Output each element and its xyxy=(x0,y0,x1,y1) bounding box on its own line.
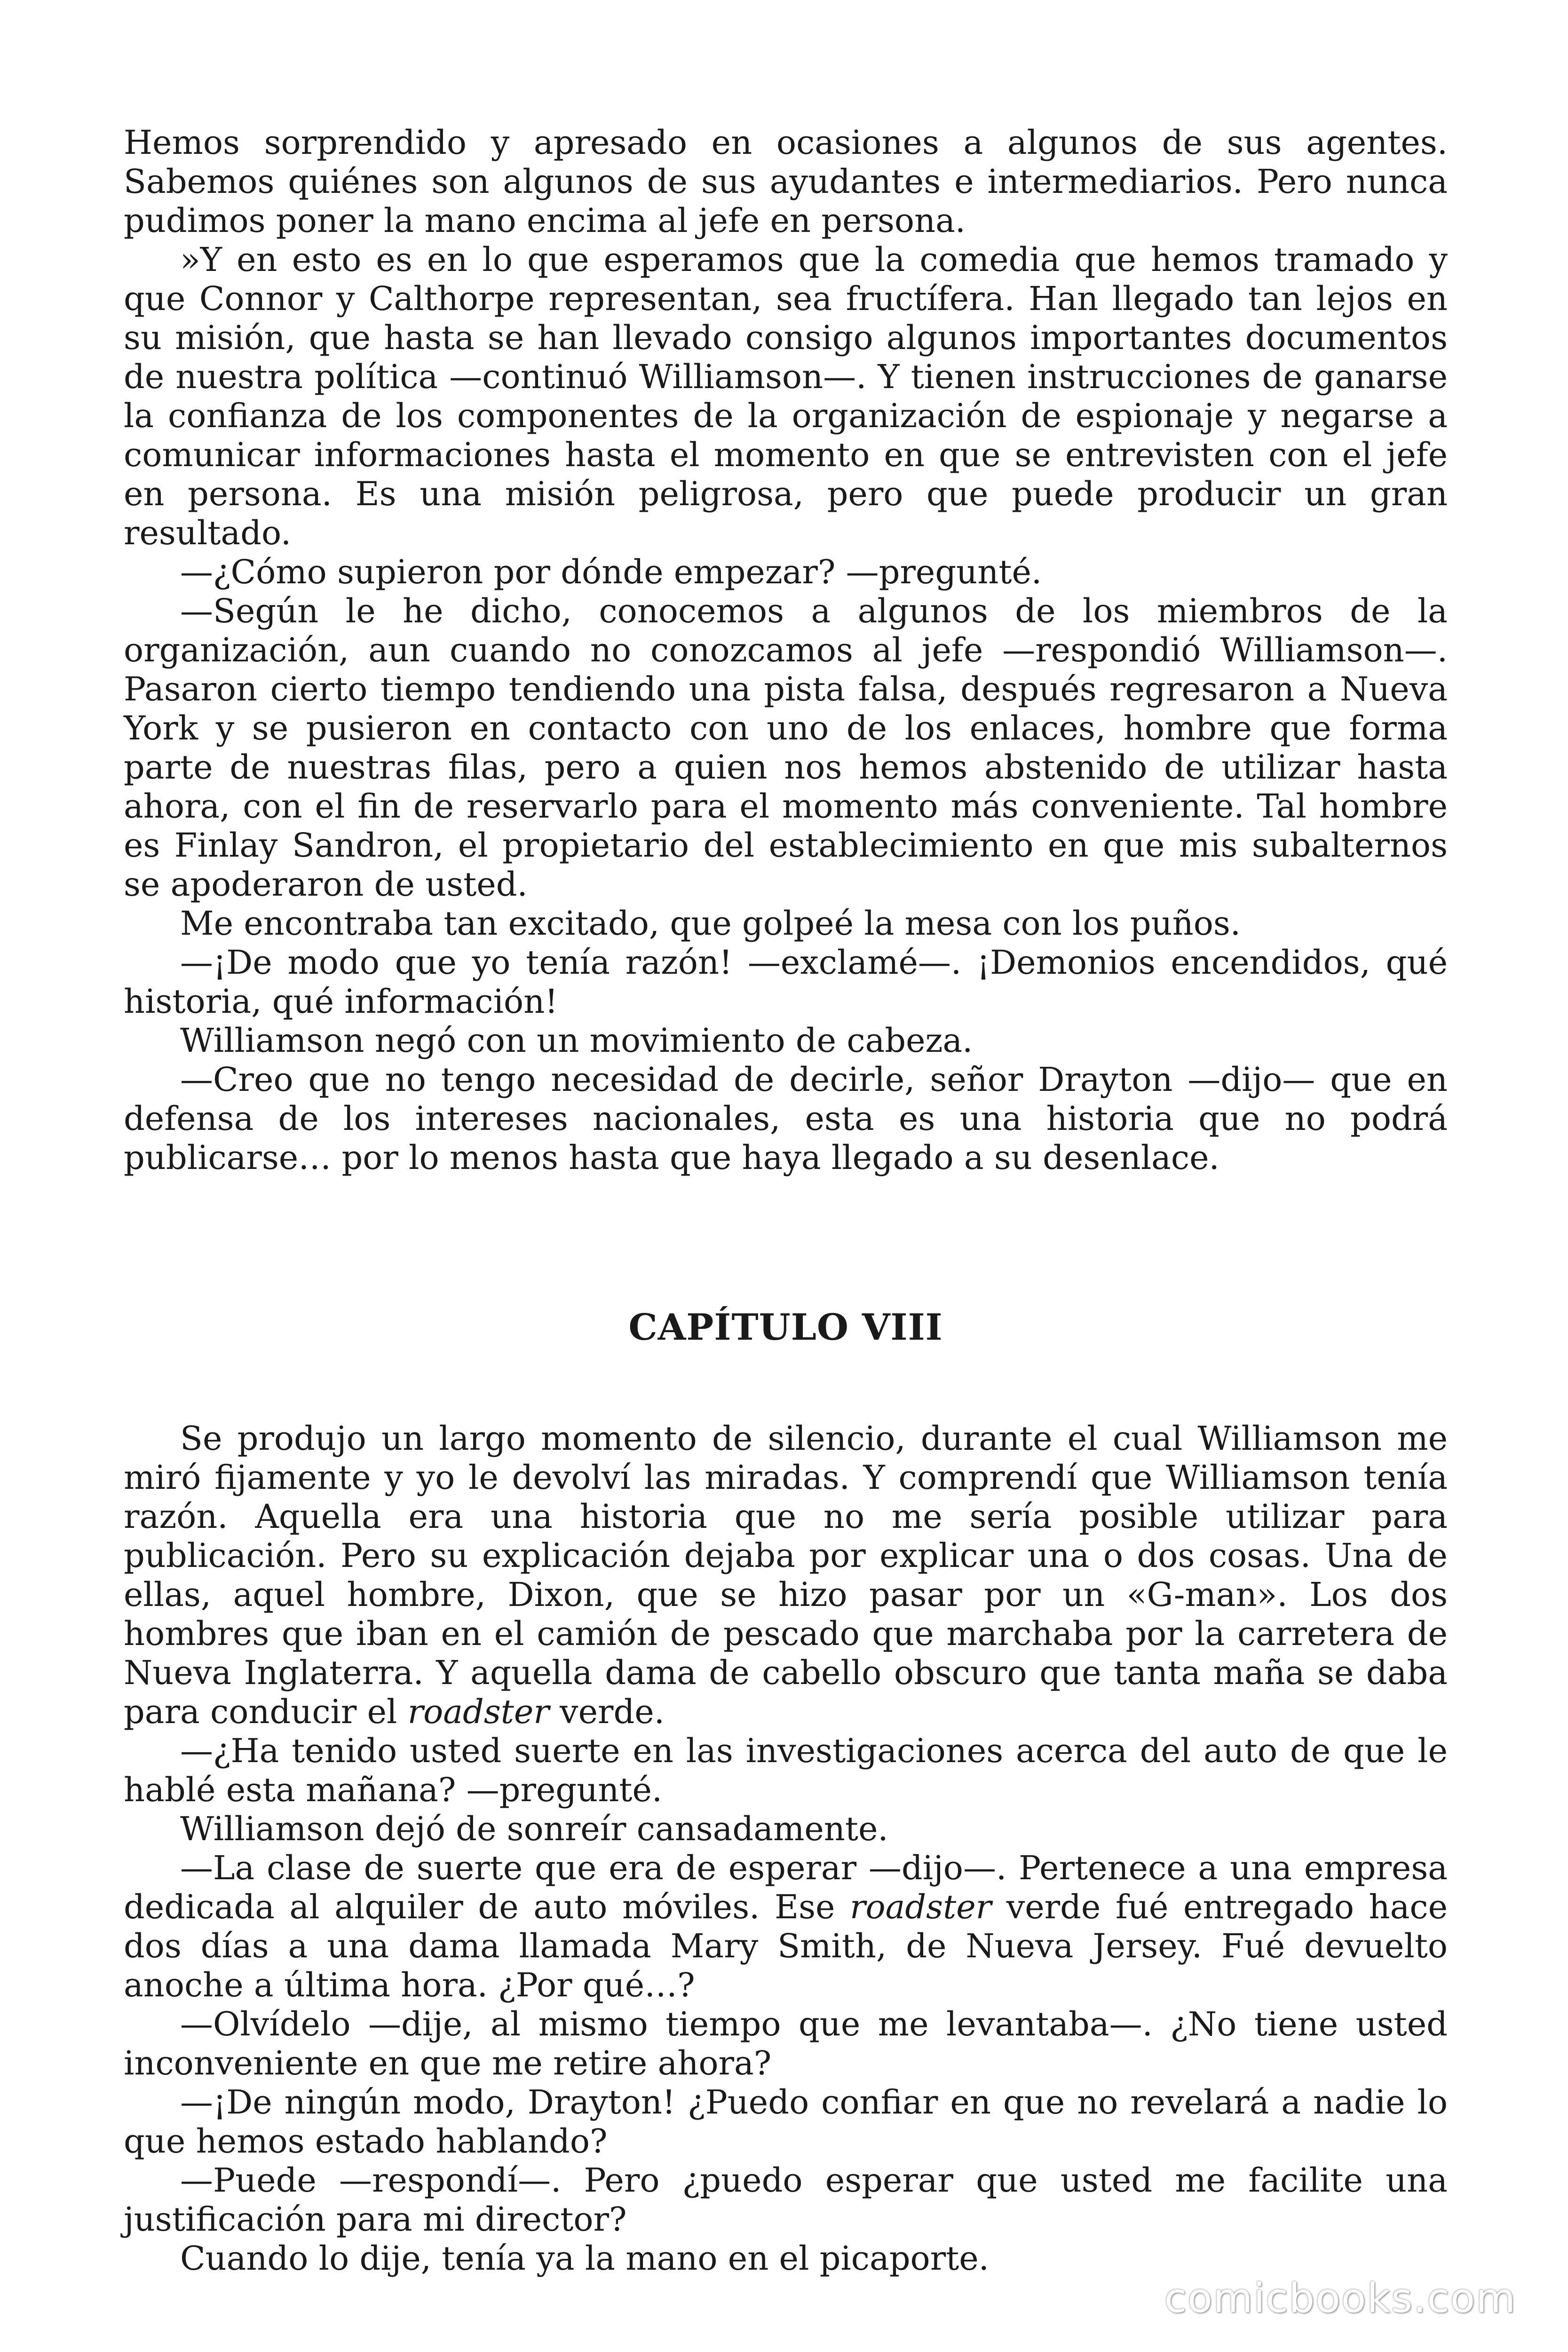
paragraph xyxy=(124,1060,1448,1177)
paragraph xyxy=(124,123,1448,240)
paragraph-text: Hemos sorprendido y apresado en ocasiones a algunos de sus agentes. Sabemos quiénes son algunos de sus ayudantes e intermediarios. Pero nunca pudimos poner la mano encima al jefe en persona. xyxy=(124,123,1448,240)
paragraph xyxy=(124,553,1448,592)
page-body xyxy=(124,123,1448,2278)
paragraph-text: Cuando lo dije, tenía ya la mano en el picaporte. xyxy=(180,2239,989,2278)
watermark: comicbooks.com xyxy=(1164,2275,1516,2322)
paragraph xyxy=(124,2239,1448,2278)
paragraph-text: Williamson negó con un movimiento de cabeza. xyxy=(180,1021,973,1060)
paragraph-text: —¿Cómo supieron por dónde empezar? —pregunté. xyxy=(180,553,1042,591)
paragraph xyxy=(124,592,1448,904)
paragraph-text: verde. xyxy=(549,1692,665,1731)
paragraph xyxy=(124,1849,1448,2005)
paragraph xyxy=(124,2161,1448,2239)
paragraph xyxy=(124,2083,1448,2161)
paragraph-text: —¡De modo que yo tenía razón! —exclamé—. ¡Demonios encendidos, qué historia, qué información! xyxy=(124,943,1448,1021)
paragraph-text: —¡De ningún modo, Drayton! ¿Puedo confiar en que no revelará a nadie lo que hemos estado hablando? xyxy=(124,2083,1448,2161)
italic-text: roadster xyxy=(850,1888,992,1926)
paragraph-text: verde fué entregado hace dos días a una dama llamada Mary Smith, de Nueva Jersey. Fué devuelto anoche a última hora. ¿Por qué…? xyxy=(124,1888,1448,2004)
paragraph-text: Me encontraba tan excitado, que golpeé la mesa con los puños. xyxy=(180,904,1241,943)
paragraph-text: —Según le he dicho, conocemos a algunos de los miembros de la organización, aun cuando no conozcamos al jefe —respondió Williamson—. Pasaron cierto tiempo tendiendo una pista falsa, después regresaron a Nueva York y se pusieron en contacto con uno de los enlaces, hombre que forma parte de nuestras filas, pero a quien nos hemos abstenido de utilizar hasta ahora, con el fin de reservarlo para el momento más conveniente. Tal hombre es Finlay Sandron, el propietario del establecimiento en que mis subalternos se apoderaron de usted. xyxy=(124,592,1448,904)
paragraph-text: »Y en esto es en lo que esperamos que la comedia que hemos tramado y que Connor y Calthorpe representan, sea fructífera. Han llegado tan lejos en su misión, que hasta se han llevado consigo algunos importantes documentos de nuestra política —continuó Williamson—. Y tienen instrucciones de ganarse la confianza de los componentes de la organización de espionaje y negarse a comunicar informaciones hasta el momento en que se entrevisten con el jefe en persona. Es una misión peligrosa, pero que puede producir un gran resultado. xyxy=(124,240,1448,552)
paragraph xyxy=(124,943,1448,1021)
paragraph-text: Williamson dejó de sonreír cansadamente. xyxy=(180,1810,888,1848)
italic-text: roadster xyxy=(407,1692,549,1731)
paragraph-text: —Puede —respondí—. Pero ¿puedo esperar que usted me facilite una justificación para mi director? xyxy=(124,2161,1448,2239)
text-block-after-chapter xyxy=(124,1419,1448,2278)
paragraph-text: —¿Ha tenido usted suerte en las investigaciones acerca del auto de que le hablé esta mañana? —pregunté. xyxy=(124,1732,1448,1809)
paragraph-text: —La clase de suerte que era de esperar —dijo—. Pertenece a una empresa dedicada al alquiler de auto móviles. Ese xyxy=(124,1849,1448,1926)
chapter-title: CAPÍTULO VIII xyxy=(628,1306,943,1349)
paragraph xyxy=(124,1419,1448,1732)
paragraph-text: —Creo que no tengo necesidad de decirle, señor Drayton —dijo— que en defensa de los intereses nacionales, esta es una historia que no podrá publicarse… por lo menos hasta que haya llegado a su desenlace. xyxy=(124,1060,1448,1177)
paragraph xyxy=(124,1021,1448,1060)
paragraph xyxy=(124,240,1448,553)
paragraph-text: —Olvídelo —dije, al mismo tiempo que me levantaba—. ¿No tiene usted inconveniente en que me retire ahora? xyxy=(124,2005,1448,2082)
paragraph xyxy=(124,904,1448,943)
text-block-before-chapter xyxy=(124,123,1448,1177)
paragraph-text: Se produjo un largo momento de silencio, durante el cual Williamson me miró fijamente y yo le devolví las miradas. Y comprendí que Williamson tenía razón. Aquella era una historia que no me sería posible utilizar para publicación. Pero su explicación dejaba por explicar una o dos cosas. Una de ellas, aquel hombre, Dixon, que se hizo pasar por un «G-man». Los dos hombres que iban en el camión de pescado que marchaba por la carretera de Nueva Inglaterra. Y aquella dama de cabello obscuro que tanta maña se daba para conducir el xyxy=(124,1419,1448,1731)
paragraph xyxy=(124,2005,1448,2083)
paragraph xyxy=(124,1810,1448,1849)
paragraph xyxy=(124,1732,1448,1810)
